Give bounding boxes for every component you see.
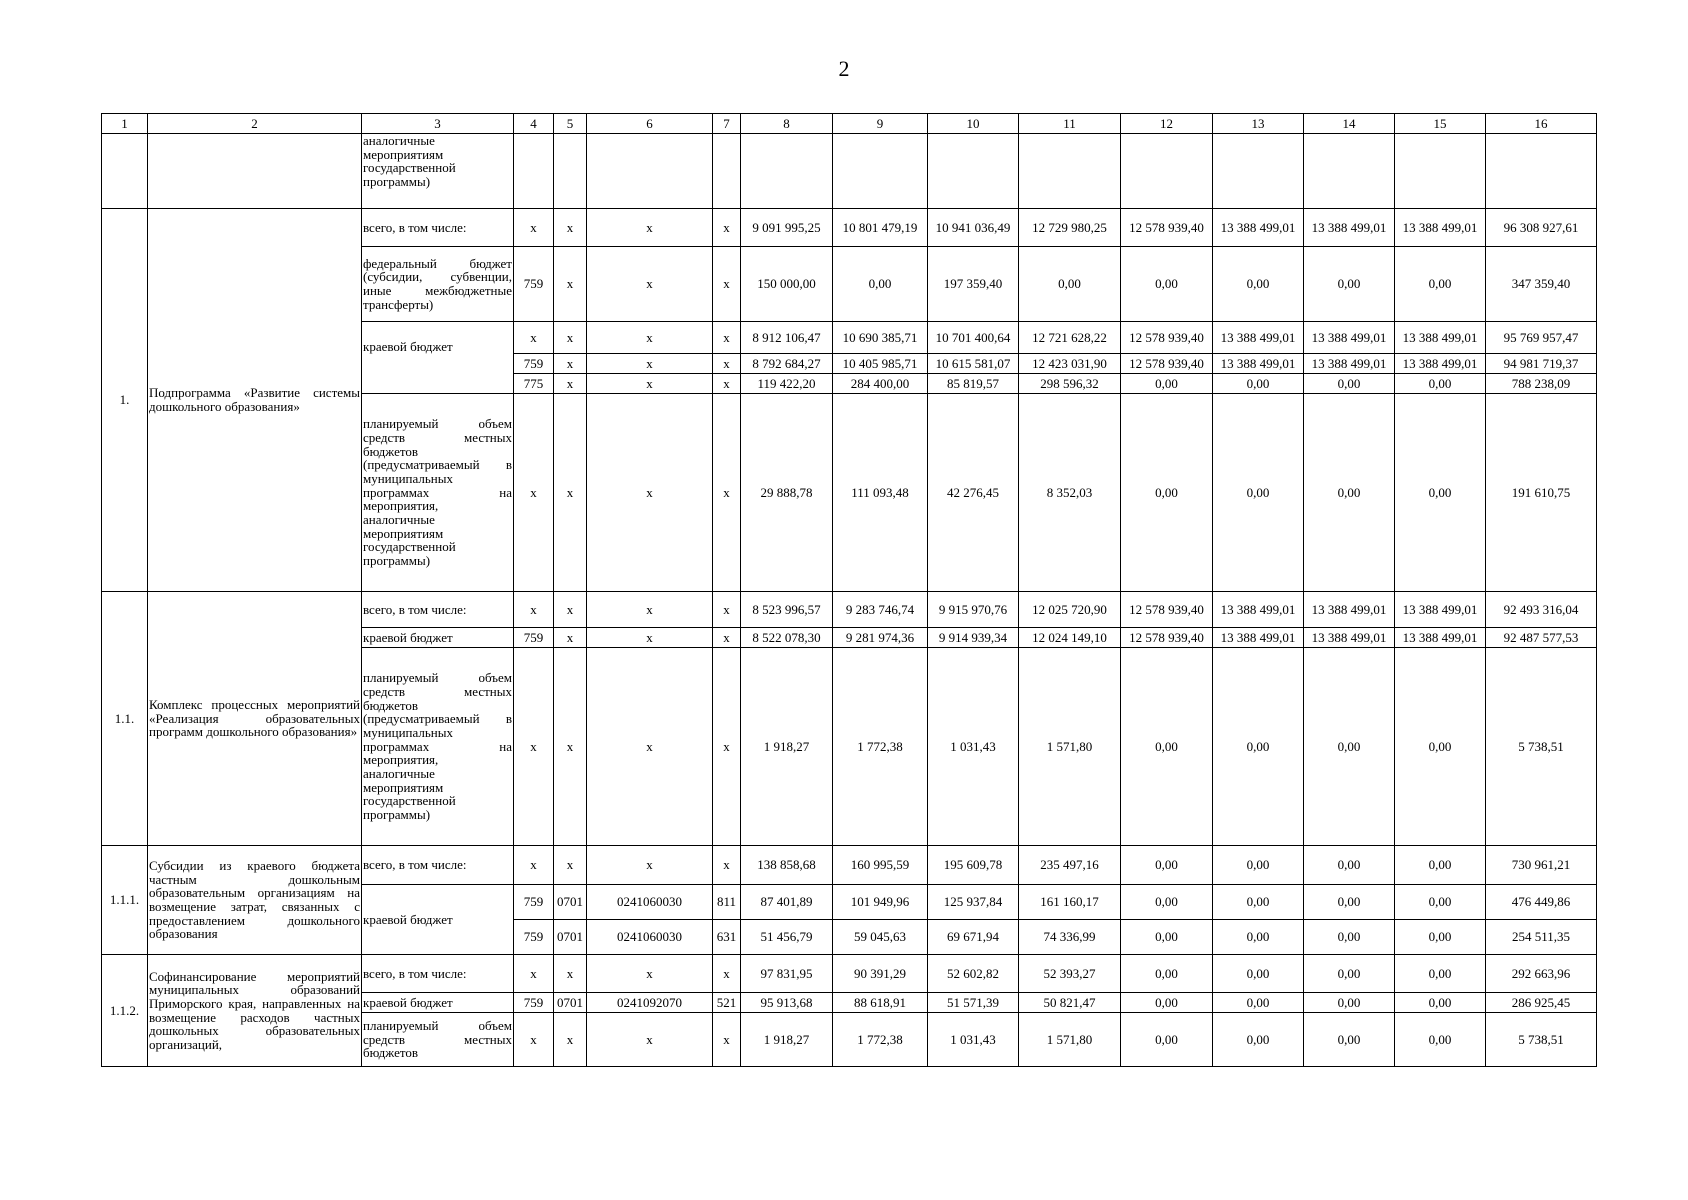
cell-total: 191 610,75 <box>1486 394 1597 592</box>
cell-section: x <box>554 374 587 394</box>
cell-expense-type: x <box>713 209 741 247</box>
cell-value: 1 031,43 <box>928 1013 1019 1067</box>
cell-target-article: 0241060030 <box>587 920 713 955</box>
cell-value: 10 941 036,49 <box>928 209 1019 247</box>
cell-value: 87 401,89 <box>741 885 833 920</box>
cell-grbs: x <box>514 322 554 354</box>
cell-total: 96 308 927,61 <box>1486 209 1597 247</box>
cell-value: 13 388 499,01 <box>1213 354 1304 374</box>
cell-value: 13 388 499,01 <box>1395 592 1486 628</box>
cell-grbs: 759 <box>514 247 554 322</box>
cell-expense-type: x <box>713 592 741 628</box>
cell-value: 1 031,43 <box>928 648 1019 846</box>
cell-section: 0701 <box>554 885 587 920</box>
table-row <box>102 846 1597 885</box>
cell-value: 0,00 <box>1304 920 1395 955</box>
cell-value: 12 578 939,40 <box>1121 209 1213 247</box>
cell-value: 0,00 <box>1213 993 1304 1013</box>
table-row <box>102 134 1597 209</box>
cell-target-article: x <box>587 322 713 354</box>
cell-value: 9 281 974,36 <box>833 628 928 648</box>
cell-total: 95 769 957,47 <box>1486 322 1597 354</box>
cell-grbs: x <box>514 592 554 628</box>
table-row <box>102 209 1597 247</box>
column-number: 5 <box>554 114 587 134</box>
column-number: 14 <box>1304 114 1395 134</box>
cell-section: x <box>554 322 587 354</box>
cell-value: 284 400,00 <box>833 374 928 394</box>
cell-target-article: x <box>587 209 713 247</box>
cell-total: 92 493 316,04 <box>1486 592 1597 628</box>
cell-value: 12 025 720,90 <box>1019 592 1121 628</box>
cell-value: 0,00 <box>1395 920 1486 955</box>
table-row <box>102 955 1597 993</box>
cell-grbs: x <box>514 209 554 247</box>
column-number: 13 <box>1213 114 1304 134</box>
row-index: 1.1.1. <box>102 846 148 955</box>
cell-target-article: x <box>587 394 713 592</box>
cell-value: 0,00 <box>1213 1013 1304 1067</box>
program-name: Субсидии из краевого бюджета частным дошкольным образовательным организациям на возмещение затрат, связанных с предоставлением дошкольного образования <box>148 846 362 955</box>
funding-source-label: всего, в том числе: <box>362 592 514 628</box>
cell-value: 13 388 499,01 <box>1395 628 1486 648</box>
cell-value: 10 615 581,07 <box>928 354 1019 374</box>
cell-total: 347 359,40 <box>1486 247 1597 322</box>
cell-value: 0,00 <box>1304 1013 1395 1067</box>
cell-value: 0,00 <box>1395 247 1486 322</box>
cell-value: 59 045,63 <box>833 920 928 955</box>
cell-target-article: 0241060030 <box>587 885 713 920</box>
funding-source-label: краевой бюджет <box>362 885 514 955</box>
cell-expense-type: x <box>713 247 741 322</box>
funding-source-label: планируемый объем средств местных бюджетов (предусматриваемый в муниципальных программах на мероприятия, аналогичные мероприятиям государственной программы) <box>362 648 514 846</box>
cell-value: 12 024 149,10 <box>1019 628 1121 648</box>
budget-table <box>101 113 1597 1067</box>
cell-total: 286 925,45 <box>1486 993 1597 1013</box>
cell-value: 51 571,39 <box>928 993 1019 1013</box>
column-number: 8 <box>741 114 833 134</box>
cell-grbs: 759 <box>514 920 554 955</box>
cell-value: 1 918,27 <box>741 1013 833 1067</box>
cell-value: 50 821,47 <box>1019 993 1121 1013</box>
column-number: 11 <box>1019 114 1121 134</box>
cell-total: 730 961,21 <box>1486 846 1597 885</box>
cell-value: 0,00 <box>1213 247 1304 322</box>
cell-section: x <box>554 648 587 846</box>
cell-total: 292 663,96 <box>1486 955 1597 993</box>
cell-expense-type: x <box>713 648 741 846</box>
cell-expense-type: 631 <box>713 920 741 955</box>
cell-value: 298 596,32 <box>1019 374 1121 394</box>
cell-target-article: x <box>587 628 713 648</box>
cell-section: x <box>554 394 587 592</box>
cell-expense-type: x <box>713 374 741 394</box>
cell-value: 8 352,03 <box>1019 394 1121 592</box>
cell-value: 13 388 499,01 <box>1395 354 1486 374</box>
cell-value: 0,00 <box>1121 374 1213 394</box>
cell-value: 29 888,78 <box>741 394 833 592</box>
cell-value: 0,00 <box>1395 955 1486 993</box>
cell-expense-type: x <box>713 394 741 592</box>
cell-value: 0,00 <box>1213 846 1304 885</box>
cell-value: 13 388 499,01 <box>1304 628 1395 648</box>
cell-value: 12 578 939,40 <box>1121 592 1213 628</box>
cell-grbs: 759 <box>514 628 554 648</box>
cell-value: 0,00 <box>1304 247 1395 322</box>
cell-total: 476 449,86 <box>1486 885 1597 920</box>
cell-value: 138 858,68 <box>741 846 833 885</box>
cell-grbs: 759 <box>514 354 554 374</box>
cell-value: 97 831,95 <box>741 955 833 993</box>
cell-value: 10 701 400,64 <box>928 322 1019 354</box>
cell-value: 1 772,38 <box>833 1013 928 1067</box>
cell-section: x <box>554 955 587 993</box>
cell-value: 0,00 <box>1121 955 1213 993</box>
cell-grbs: x <box>514 846 554 885</box>
cell-section: x <box>554 592 587 628</box>
cell-value: 1 571,80 <box>1019 648 1121 846</box>
cell-value: 13 388 499,01 <box>1395 209 1486 247</box>
column-number: 7 <box>713 114 741 134</box>
cell-value: 0,00 <box>1304 993 1395 1013</box>
cell-value: 0,00 <box>1121 993 1213 1013</box>
cell-value: 0,00 <box>1121 920 1213 955</box>
cell-grbs: x <box>514 1013 554 1067</box>
cell-section: x <box>554 247 587 322</box>
funding-source-label: планируемый объем средств местных бюджетов <box>362 1013 514 1067</box>
cell-value: 1 918,27 <box>741 648 833 846</box>
funding-source-label: всего, в том числе: <box>362 209 514 247</box>
cell-expense-type: x <box>713 846 741 885</box>
cell-grbs: 759 <box>514 885 554 920</box>
cell-value: 0,00 <box>1213 648 1304 846</box>
cell-value: 0,00 <box>1395 993 1486 1013</box>
cell-value: 0,00 <box>1121 648 1213 846</box>
cell-value: 0,00 <box>1121 885 1213 920</box>
cell-value: 161 160,17 <box>1019 885 1121 920</box>
cell-value: 8 522 078,30 <box>741 628 833 648</box>
row-index: 1.1. <box>102 592 148 846</box>
column-number: 2 <box>148 114 362 134</box>
cell-value: 13 388 499,01 <box>1304 354 1395 374</box>
cell-value: 90 391,29 <box>833 955 928 993</box>
cell-grbs: x <box>514 394 554 592</box>
cell-value: 13 388 499,01 <box>1304 592 1395 628</box>
funding-source-label: краевой бюджет <box>362 322 514 394</box>
cell-section: x <box>554 628 587 648</box>
cell-value: 8 792 684,27 <box>741 354 833 374</box>
cell-value: 0,00 <box>1213 920 1304 955</box>
funding-source-label: аналогичные мероприятиям государственной программы) <box>362 134 514 209</box>
cell-value: 1 571,80 <box>1019 1013 1121 1067</box>
cell-value: 125 937,84 <box>928 885 1019 920</box>
cell-value: 13 388 499,01 <box>1213 322 1304 354</box>
funding-source-label: всего, в том числе: <box>362 846 514 885</box>
cell-value: 8 523 996,57 <box>741 592 833 628</box>
cell-value: 197 359,40 <box>928 247 1019 322</box>
cell-section: x <box>554 1013 587 1067</box>
cell-value: 10 690 385,71 <box>833 322 928 354</box>
cell-grbs: 759 <box>514 993 554 1013</box>
cell-expense-type: x <box>713 628 741 648</box>
column-number: 12 <box>1121 114 1213 134</box>
cell-value: 12 721 628,22 <box>1019 322 1121 354</box>
cell-value: 52 393,27 <box>1019 955 1121 993</box>
cell-value: 0,00 <box>1304 885 1395 920</box>
cell-value: 12 578 939,40 <box>1121 628 1213 648</box>
column-number: 9 <box>833 114 928 134</box>
cell-expense-type: x <box>713 1013 741 1067</box>
cell-target-article: x <box>587 846 713 885</box>
program-name: Софинансирование мероприятий муниципальных образований Приморского края, направленных на возмещение расходов частных дошкольных образовательных организаций, <box>148 955 362 1067</box>
cell-value: 0,00 <box>1213 374 1304 394</box>
cell-value: 69 671,94 <box>928 920 1019 955</box>
cell-target-article: x <box>587 374 713 394</box>
column-number: 1 <box>102 114 148 134</box>
cell-total: 788 238,09 <box>1486 374 1597 394</box>
cell-value: 8 912 106,47 <box>741 322 833 354</box>
cell-value: 51 456,79 <box>741 920 833 955</box>
cell-expense-type: x <box>713 354 741 374</box>
cell-value: 12 578 939,40 <box>1121 322 1213 354</box>
cell-expense-type: 811 <box>713 885 741 920</box>
cell-value: 0,00 <box>1121 247 1213 322</box>
cell-value: 119 422,20 <box>741 374 833 394</box>
cell-target-article: x <box>587 955 713 993</box>
cell-value: 0,00 <box>1304 648 1395 846</box>
cell-value: 0,00 <box>1304 394 1395 592</box>
cell-value: 13 388 499,01 <box>1304 322 1395 354</box>
page-number: 2 <box>838 56 850 81</box>
funding-source-label: краевой бюджет <box>362 993 514 1013</box>
cell-value: 12 423 031,90 <box>1019 354 1121 374</box>
cell-value: 195 609,78 <box>928 846 1019 885</box>
cell-value: 235 497,16 <box>1019 846 1121 885</box>
cell-expense-type: x <box>713 955 741 993</box>
cell-target-article: 0241092070 <box>587 993 713 1013</box>
cell-value: 0,00 <box>1213 394 1304 592</box>
cell-value: 9 091 995,25 <box>741 209 833 247</box>
funding-source-label: федеральный бюджет (субсидии, субвенции, иные межбюджетные трансферты) <box>362 247 514 322</box>
column-number: 6 <box>587 114 713 134</box>
cell-value: 0,00 <box>1121 1013 1213 1067</box>
cell-value: 42 276,45 <box>928 394 1019 592</box>
cell-value: 12 729 980,25 <box>1019 209 1121 247</box>
column-number: 15 <box>1395 114 1486 134</box>
cell-value: 0,00 <box>1121 846 1213 885</box>
cell-value: 95 913,68 <box>741 993 833 1013</box>
column-number-row <box>102 114 1597 134</box>
cell-value: 160 995,59 <box>833 846 928 885</box>
cell-value: 150 000,00 <box>741 247 833 322</box>
program-name: Комплекс процессных мероприятий «Реализация образовательных программ дошкольного образования» <box>148 592 362 846</box>
column-number: 4 <box>514 114 554 134</box>
cell-value: 0,00 <box>1121 394 1213 592</box>
cell-target-article: x <box>587 592 713 628</box>
cell-value: 12 578 939,40 <box>1121 354 1213 374</box>
cell-value: 13 388 499,01 <box>1304 209 1395 247</box>
cell-value: 111 093,48 <box>833 394 928 592</box>
cell-value: 9 915 970,76 <box>928 592 1019 628</box>
table-row <box>102 592 1597 628</box>
cell-value: 0,00 <box>1019 247 1121 322</box>
cell-value: 13 388 499,01 <box>1395 322 1486 354</box>
cell-value: 0,00 <box>1395 648 1486 846</box>
cell-expense-type: x <box>713 322 741 354</box>
cell-section: 0701 <box>554 993 587 1013</box>
cell-value: 0,00 <box>1395 846 1486 885</box>
cell-total: 5 738,51 <box>1486 648 1597 846</box>
cell-value: 10 801 479,19 <box>833 209 928 247</box>
column-number: 10 <box>928 114 1019 134</box>
cell-target-article: x <box>587 247 713 322</box>
cell-value: 0,00 <box>1304 374 1395 394</box>
row-index: 1. <box>102 209 148 592</box>
cell-value: 10 405 985,71 <box>833 354 928 374</box>
cell-target-article: x <box>587 648 713 846</box>
cell-grbs: x <box>514 955 554 993</box>
cell-value: 0,00 <box>1304 846 1395 885</box>
cell-section: x <box>554 846 587 885</box>
cell-total: 254 511,35 <box>1486 920 1597 955</box>
cell-value: 85 819,57 <box>928 374 1019 394</box>
cell-value: 101 949,96 <box>833 885 928 920</box>
cell-target-article: x <box>587 354 713 374</box>
cell-value: 13 388 499,01 <box>1213 592 1304 628</box>
cell-value: 74 336,99 <box>1019 920 1121 955</box>
cell-value: 0,00 <box>1395 885 1486 920</box>
cell-total: 92 487 577,53 <box>1486 628 1597 648</box>
cell-value: 88 618,91 <box>833 993 928 1013</box>
funding-source-label: краевой бюджет <box>362 628 514 648</box>
cell-value: 0,00 <box>1213 885 1304 920</box>
cell-value: 52 602,82 <box>928 955 1019 993</box>
cell-value: 13 388 499,01 <box>1213 209 1304 247</box>
cell-section: x <box>554 209 587 247</box>
funding-source-label: всего, в том числе: <box>362 955 514 993</box>
cell-value: 1 772,38 <box>833 648 928 846</box>
cell-value: 9 914 939,34 <box>928 628 1019 648</box>
cell-section: 0701 <box>554 920 587 955</box>
cell-grbs: x <box>514 648 554 846</box>
row-index: 1.1.2. <box>102 955 148 1067</box>
cell-value: 0,00 <box>1395 1013 1486 1067</box>
cell-target-article: x <box>587 1013 713 1067</box>
column-number: 16 <box>1486 114 1597 134</box>
cell-value: 9 283 746,74 <box>833 592 928 628</box>
cell-total: 5 738,51 <box>1486 1013 1597 1067</box>
cell-expense-type: 521 <box>713 993 741 1013</box>
cell-grbs: 775 <box>514 374 554 394</box>
cell-value: 0,00 <box>1304 955 1395 993</box>
cell-value: 0,00 <box>833 247 928 322</box>
program-name: Подпрограмма «Развитие системы дошкольного образования» <box>148 209 362 592</box>
cell-value: 0,00 <box>1213 955 1304 993</box>
column-number: 3 <box>362 114 514 134</box>
cell-section: x <box>554 354 587 374</box>
cell-value: 0,00 <box>1395 374 1486 394</box>
cell-total: 94 981 719,37 <box>1486 354 1597 374</box>
cell-value: 0,00 <box>1395 394 1486 592</box>
funding-source-label: планируемый объем средств местных бюджетов (предусматриваемый в муниципальных программах на мероприятия, аналогичные мероприятиям государственной программы) <box>362 394 514 592</box>
cell-value: 13 388 499,01 <box>1213 628 1304 648</box>
